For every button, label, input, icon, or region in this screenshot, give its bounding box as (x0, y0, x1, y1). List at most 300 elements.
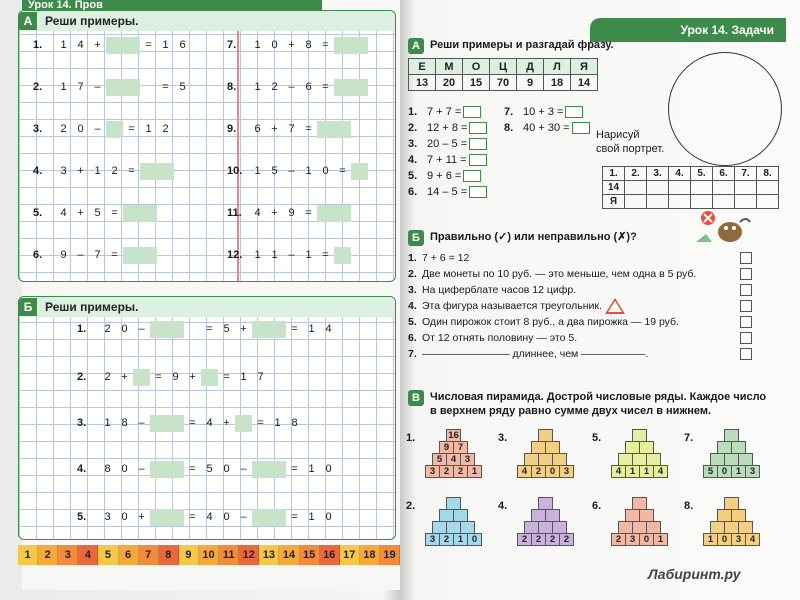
right-section-a-title: Реши примеры и разгадай фразу. (430, 39, 614, 51)
number-strip-cell: 16 (320, 545, 340, 565)
pyramid-cell: 0 (467, 533, 482, 546)
exercise-token: – (138, 463, 145, 475)
answer-box[interactable] (572, 122, 590, 134)
true-false-item (408, 330, 748, 346)
pyramid-row (514, 466, 578, 478)
item-text: ––––––––––––––– длиннее, чем –––––––––––. (422, 348, 649, 360)
cipher-table (408, 58, 598, 91)
exercise-token: 7 (94, 249, 101, 261)
number-strip-cell: 15 (300, 545, 320, 565)
answer-cell[interactable] (157, 163, 174, 180)
right-page (402, 0, 800, 600)
number-pyramid (422, 430, 486, 478)
exercise-token: = (189, 417, 196, 429)
exercise-number: 3. (77, 417, 87, 429)
number-strip-cell: 19 (380, 545, 400, 565)
exercise-token: = (322, 249, 329, 261)
pyramid-label: 5. (592, 432, 602, 444)
pyramid-row (422, 466, 486, 478)
task-expression: 9 + 6 = (424, 170, 462, 182)
cipher-number: 20 (436, 75, 463, 91)
answer-cell[interactable] (252, 461, 269, 478)
exercise-row (227, 37, 368, 54)
number-strip-cell: 4 (78, 545, 98, 565)
answer-box[interactable] (469, 186, 487, 198)
exercise-token: + (138, 511, 145, 523)
phrase-grid-letter-cell[interactable] (625, 195, 647, 209)
task-item (408, 120, 487, 136)
exercise-token: 1 (94, 165, 101, 177)
exercise-row (227, 247, 351, 264)
exercise-token: 3 (60, 165, 67, 177)
pyramid-cell: 2 (517, 533, 532, 546)
answer-cell[interactable] (317, 205, 334, 222)
right-section-b-head (408, 230, 637, 246)
item-number: 7. (408, 348, 417, 360)
exercise-token: 2 (271, 81, 278, 93)
exercise-token: 0 (223, 511, 230, 523)
right-section-b-title: Правильно (✓) или неправильно (✗)? (430, 231, 637, 243)
number-strip-cell: 8 (159, 545, 179, 565)
exercise-number: 11. (227, 207, 242, 219)
exercise-row (77, 415, 303, 432)
true-false-item (408, 266, 748, 282)
pyramid-row (700, 466, 764, 478)
exercise-token: 5 (94, 207, 101, 219)
pyramid-cell: 2 (531, 533, 546, 546)
exercise-token: 1 (308, 511, 315, 523)
answer-cell[interactable] (351, 163, 368, 180)
exercise-token: 2 (104, 371, 111, 383)
item-text: На циферблате часов 12 цифр. (422, 284, 577, 296)
task-number: 4. (408, 154, 418, 166)
exercise-token: 4 (325, 323, 332, 335)
section-b-title: Реши примеры. (45, 300, 139, 314)
exercise-number: 8. (227, 81, 237, 93)
pyramid-cell: 0 (717, 533, 732, 546)
phrase-grid-letter-cell[interactable] (669, 195, 691, 209)
exercise-token: 8 (305, 39, 312, 51)
exercise-token: 1 (60, 81, 67, 93)
pyramid-label: 4. (498, 500, 508, 512)
item-text: Эта фигура называется треугольник. (422, 300, 602, 312)
exercise-number: 10. (227, 165, 243, 177)
exercise-token: 7 (77, 81, 84, 93)
pyramid-cell: 1 (453, 533, 468, 546)
answer-checkbox[interactable] (740, 284, 752, 296)
exercise-token: – (240, 463, 247, 475)
answer-box[interactable] (463, 170, 481, 182)
pyramid-cell: 4 (611, 465, 626, 478)
phrase-grid-number-cell[interactable] (735, 181, 757, 195)
answer-cell[interactable] (317, 121, 334, 138)
exercise-token: – (240, 511, 247, 523)
exercise-token: + (223, 417, 230, 429)
exercise-token: 0 (223, 463, 230, 475)
exercise-token: 1 (145, 123, 152, 135)
number-pyramid (422, 498, 486, 546)
pyramid-cell: 0 (545, 465, 560, 478)
exercise-token: 1 (254, 39, 261, 51)
exercise-token: 7 (288, 123, 295, 135)
task-expression: 20 – 5 = (424, 138, 468, 150)
exercise-token: = (291, 511, 298, 523)
exercise-token: = (128, 123, 135, 135)
number-strip-cell: 2 (38, 545, 58, 565)
exercise-token: 9 (172, 371, 179, 383)
exercise-token: + (77, 207, 84, 219)
pyramid-cell: 3 (425, 465, 440, 478)
exercise-token: = (162, 81, 169, 93)
exercise-row (33, 205, 157, 222)
exercise-token: = (223, 371, 230, 383)
right-section-c-badge: В (408, 390, 424, 406)
number-pyramid (514, 498, 578, 546)
exercise-number: 6. (33, 249, 43, 261)
answer-cell[interactable] (133, 369, 150, 386)
phrase-grid-number-cell[interactable] (669, 181, 691, 195)
number-strip (18, 545, 400, 565)
exercise-row (77, 461, 337, 478)
cipher-letter: М (436, 59, 463, 75)
left-page-header: Урок 14. Пров (22, 0, 322, 10)
number-strip-cell: 17 (340, 545, 360, 565)
exercise-token: 1 (271, 249, 278, 261)
cipher-letter: Л (544, 59, 571, 75)
true-false-item (408, 298, 748, 314)
exercise-token: + (121, 371, 128, 383)
pyramid-label: 2. (406, 500, 416, 512)
right-section-c-title (430, 390, 766, 418)
item-number: 4. (408, 300, 417, 312)
true-false-item (408, 314, 748, 330)
right-section-c-head (408, 390, 778, 418)
answer-cell[interactable] (334, 79, 351, 96)
exercise-token: 1 (254, 165, 261, 177)
exercise-number: 4. (33, 165, 43, 177)
exercise-number: 5. (33, 207, 43, 219)
answer-cell[interactable] (167, 509, 184, 526)
number-strip-cell: 1 (18, 545, 38, 565)
pyramid-cell: 3 (425, 533, 440, 546)
answer-cell[interactable] (150, 415, 167, 432)
portrait-caption (596, 128, 664, 156)
exercise-token: 6 (254, 123, 261, 135)
exercise-token: 6 (179, 39, 186, 51)
portrait-drawing-circle[interactable] (668, 52, 782, 166)
answer-cell[interactable] (123, 205, 140, 222)
task-expression: 14 – 5 = (424, 186, 468, 198)
exercise-token: 1 (254, 81, 261, 93)
task-item (504, 104, 590, 120)
answer-cell[interactable] (150, 461, 167, 478)
exercise-token: 5 (223, 323, 230, 335)
exercise-token: 0 (121, 463, 128, 475)
exercise-token: 8 (291, 417, 298, 429)
phrase-grid-letter-cell[interactable] (735, 195, 757, 209)
exercise-token: 8 (121, 417, 128, 429)
answer-cell[interactable] (351, 37, 368, 54)
right-section-a-badge: А (408, 38, 424, 54)
pyramid-cell: 7 (453, 441, 468, 454)
phrase-grid-letter-cell[interactable] (691, 195, 713, 209)
triangle-icon (605, 298, 625, 314)
pyramid-cell: 2 (439, 465, 454, 478)
item-number: 2. (408, 268, 417, 280)
pyramid-cell: 4 (745, 533, 760, 546)
true-false-list (408, 250, 748, 362)
exercise-token: 5 (271, 165, 278, 177)
exercise-token: – (138, 323, 145, 335)
exercise-row (77, 369, 269, 386)
phrase-grid-number-cell[interactable] (647, 181, 669, 195)
pyramid-label: 1. (406, 432, 416, 444)
answer-checkbox[interactable] (740, 252, 752, 264)
task-number: 7. (504, 106, 514, 118)
task-number: 3. (408, 138, 418, 150)
cipher-number: 13 (409, 75, 436, 91)
answer-cell[interactable] (334, 121, 351, 138)
task-item (504, 120, 590, 136)
answer-cell[interactable] (150, 321, 167, 338)
answer-checkbox[interactable] (740, 332, 752, 344)
exercise-token: 0 (325, 463, 332, 475)
exercise-row (227, 121, 351, 138)
answer-cell[interactable] (106, 37, 123, 54)
phrase-grid-letters (603, 195, 779, 209)
pyramid-cell: 3 (625, 533, 640, 546)
number-strip-cell: 12 (239, 545, 259, 565)
answer-cell[interactable] (269, 321, 286, 338)
pyramid-cell: 3 (460, 453, 475, 466)
answer-cell[interactable] (167, 415, 184, 432)
cipher-number: 15 (463, 75, 490, 91)
phrase-grid-number-cell[interactable] (713, 181, 735, 195)
exercise-token: 0 (121, 323, 128, 335)
exercise-row (227, 205, 351, 222)
exercise-row (227, 163, 368, 180)
exercise-token: = (291, 323, 298, 335)
answer-cell[interactable] (123, 247, 140, 264)
exercise-number: 9. (227, 123, 237, 135)
pyramid-cell: 2 (545, 533, 560, 546)
task-item (408, 184, 487, 200)
item-number: 5. (408, 316, 417, 328)
answer-cell[interactable] (235, 415, 252, 432)
exercise-token: 1 (240, 371, 247, 383)
answer-checkbox[interactable] (740, 268, 752, 280)
phrase-grid-number-cell[interactable] (757, 181, 779, 195)
pyramid-cell: 1 (625, 465, 640, 478)
task-expression: 7 + 11 = (424, 154, 467, 166)
answer-cell[interactable] (269, 509, 286, 526)
number-pyramid (700, 430, 764, 478)
exercise-token: 0 (322, 165, 329, 177)
phrase-grid-letter-cell[interactable] (757, 195, 779, 209)
exercise-token: 7 (257, 371, 264, 383)
exercise-token: 0 (325, 511, 332, 523)
cipher-number: 9 (517, 75, 544, 91)
pyramid-row (514, 534, 578, 546)
exercise-token: 1 (305, 165, 312, 177)
exercise-token: = (145, 39, 152, 51)
answer-cell[interactable] (140, 163, 157, 180)
pyramid-row (608, 534, 672, 546)
left-section-a-title-bar (19, 11, 395, 31)
number-strip-cell: 7 (139, 545, 159, 565)
pyramid-cell: 4 (653, 465, 668, 478)
exercise-token: – (288, 165, 295, 177)
phrase-grid-index: 6. (713, 167, 735, 181)
pyramid-cell: 3 (731, 533, 746, 546)
exercise-token: 6 (305, 81, 312, 93)
exercise-token: = (305, 123, 312, 135)
answer-cell[interactable] (351, 79, 368, 96)
cipher-letter: Ц (490, 59, 517, 75)
answer-cell[interactable] (201, 369, 218, 386)
phrase-grid-letter-cell[interactable] (647, 195, 669, 209)
pyramid-cell: 1 (639, 465, 654, 478)
answer-cell[interactable] (106, 121, 123, 138)
answer-cell[interactable] (334, 247, 351, 264)
exercise-token: 4 (254, 207, 261, 219)
pyramid-cell: 1 (653, 533, 668, 546)
pyramid-cell: 5 (703, 465, 718, 478)
column-divider (237, 31, 239, 282)
pyramid-cell: 2 (439, 533, 454, 546)
answer-cell[interactable] (334, 37, 351, 54)
answer-cell[interactable] (106, 79, 123, 96)
answer-cell[interactable] (334, 205, 351, 222)
task-item (408, 168, 487, 184)
exercise-token: = (111, 207, 118, 219)
phrase-grid-index: 2. (625, 167, 647, 181)
item-number: 3. (408, 284, 417, 296)
task-expression: 10 + 3 = (520, 106, 564, 118)
answer-cell[interactable] (150, 509, 167, 526)
pyramid-cell: 9 (439, 441, 454, 454)
task-number: 1. (408, 106, 418, 118)
exercise-token: = (128, 165, 135, 177)
answer-box[interactable] (565, 106, 583, 118)
task-item (408, 104, 487, 120)
exercise-token: + (94, 39, 101, 51)
exercise-token: 0 (271, 39, 278, 51)
phrase-grid-letter-cell[interactable] (713, 195, 735, 209)
exercise-token: + (271, 123, 278, 135)
exercise-number: 2. (33, 81, 43, 93)
pyramid-cell: 16 (446, 429, 461, 442)
pyramid-cell: 2 (559, 533, 574, 546)
exercise-row (227, 79, 368, 96)
item-text: От 12 отнять половину — это 5. (422, 332, 578, 344)
exercise-token: – (77, 249, 84, 261)
item-text: 7 + 6 = 12 (422, 252, 470, 264)
section-a-title: Реши примеры. (45, 14, 139, 28)
exercise-token: + (240, 323, 247, 335)
answer-cell[interactable] (140, 247, 157, 264)
exercise-token: – (138, 417, 145, 429)
right-page-header: Урок 14. Задачи (590, 18, 786, 42)
pyramid-label: 8. (684, 500, 694, 512)
exercise-token: = (257, 417, 264, 429)
exercise-row (33, 37, 191, 54)
answer-cell[interactable] (252, 321, 269, 338)
answer-checkbox[interactable] (740, 316, 752, 328)
exercise-token: 1 (308, 463, 315, 475)
item-text: Две монеты по 10 руб. — это меньше, чем одна в 5 руб. (422, 268, 697, 280)
exercise-token: + (271, 207, 278, 219)
exercise-token: 4 (77, 39, 84, 51)
task-number: 5. (408, 170, 418, 182)
answer-cell[interactable] (140, 205, 157, 222)
answer-box[interactable] (469, 122, 487, 134)
exercise-token: 1 (305, 249, 312, 261)
task-expression: 40 + 30 = (520, 122, 570, 134)
answer-cell[interactable] (123, 37, 140, 54)
pyramid-cell: 0 (639, 533, 654, 546)
exercise-token: = (339, 165, 346, 177)
pyramid-cell: 3 (559, 465, 574, 478)
answer-cell[interactable] (123, 79, 140, 96)
number-pyramid (700, 498, 764, 546)
answer-checkbox[interactable] (740, 300, 752, 312)
answer-cell[interactable] (167, 461, 184, 478)
answer-box[interactable] (463, 106, 481, 118)
phrase-grid-number-cell[interactable] (625, 181, 647, 195)
cipher-letter: Я (571, 59, 598, 75)
task-item (408, 136, 487, 152)
exercise-token: = (111, 249, 118, 261)
exercise-token: 5 (179, 81, 186, 93)
true-false-item (408, 346, 748, 362)
pyramid-cell: 0 (717, 465, 732, 478)
exercise-number: 1. (33, 39, 43, 51)
portrait-caption-line-1: Нарисуй (596, 129, 640, 141)
right-section-b-badge: Б (408, 230, 424, 246)
pyramid-cell: 3 (745, 465, 760, 478)
phrase-grid-number-cell[interactable] (691, 181, 713, 195)
exercise-token: 1 (60, 39, 67, 51)
task-item (408, 152, 487, 168)
number-strip-cell: 14 (279, 545, 299, 565)
exercise-token: = (305, 207, 312, 219)
cipher-letter: О (463, 59, 490, 75)
number-pyramid (608, 430, 672, 478)
exercise-number: 3. (33, 123, 43, 135)
left-section-b (18, 296, 396, 540)
exercise-token: 4 (60, 207, 67, 219)
exercise-token: 4 (206, 417, 213, 429)
number-strip-cell: 5 (98, 545, 118, 565)
answer-checkbox[interactable] (740, 348, 752, 360)
answer-box[interactable] (469, 138, 487, 150)
cipher-number: 18 (544, 75, 571, 91)
exercise-number: 12. (227, 249, 243, 261)
pyramid-cell: 2 (611, 533, 626, 546)
answer-box[interactable] (469, 154, 487, 166)
phrase-grid-index: 4. (669, 167, 691, 181)
exercise-token: – (94, 123, 101, 135)
cipher-number: 14 (571, 75, 598, 91)
exercise-token: 8 (104, 463, 111, 475)
answer-cell[interactable] (269, 461, 286, 478)
right-section-a-head (408, 38, 614, 54)
number-strip-cell: 11 (219, 545, 239, 565)
answer-cell[interactable] (252, 509, 269, 526)
exercise-number: 4. (77, 463, 87, 475)
answer-cell[interactable] (167, 321, 184, 338)
